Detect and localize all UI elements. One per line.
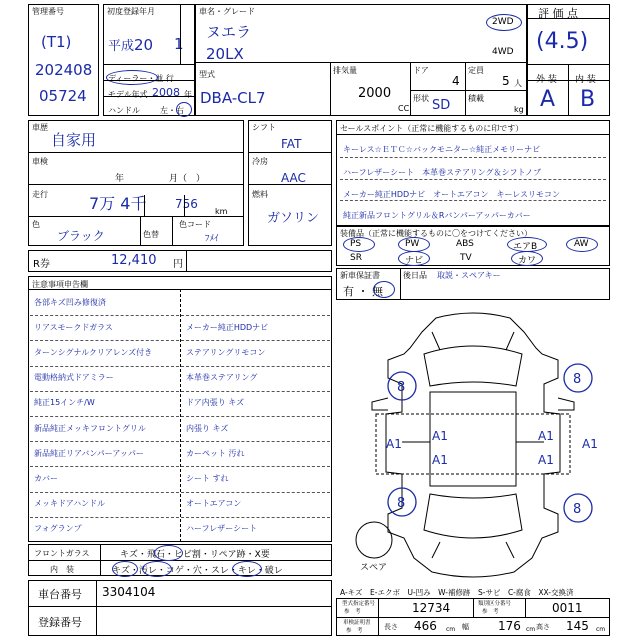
car-name-label: 車名・グレード	[199, 7, 255, 16]
points-dash2	[340, 179, 606, 180]
mirror-right	[558, 398, 574, 410]
len-value: 466	[414, 619, 437, 633]
bottom-vline2	[473, 598, 474, 617]
chassis-value: 3304104	[102, 585, 156, 599]
disp-label: 排気量	[333, 66, 357, 75]
reg-year-unit: 年	[184, 90, 192, 99]
drive-2wd-circle	[486, 14, 522, 31]
interior-scratch-circle	[112, 561, 138, 577]
mark-right-door-rear: A1	[538, 453, 554, 467]
kit-label: 後日品	[403, 271, 427, 280]
int-label: 内 装	[575, 75, 596, 85]
color-label: 色	[32, 220, 40, 229]
reg-model-year-label: モデル年式	[108, 90, 148, 99]
note-right-2: メーカー純正HDDナビ	[186, 322, 269, 332]
inspect-label: 車検	[32, 157, 48, 166]
damage-legend: A-キズ E-エクボ U-凹み W-補修跡 S-サビ C-腐食 XX-交換済	[340, 588, 574, 597]
color-code: ﾌﾒｲ	[205, 234, 219, 244]
note-right-9: オートエアコン	[186, 499, 242, 509]
reg-dealer: ディーラー・並 行	[108, 74, 174, 83]
score-label: 評 価 点	[538, 7, 578, 20]
note-right-1	[186, 290, 330, 314]
interior-rub-circle	[232, 561, 262, 577]
bottom-vline3	[525, 598, 526, 617]
car-type-label: 型式	[199, 70, 215, 79]
len-label: 長さ	[384, 623, 398, 631]
color-vline2	[172, 216, 173, 246]
mark-left-door-rear: A1	[432, 453, 448, 467]
equip-aw-circle	[566, 237, 598, 252]
ac-label: 冷房	[252, 157, 268, 166]
fuel-label: 燃料	[252, 190, 268, 199]
ext-value: A	[540, 87, 556, 112]
note-left-10: フォグランプ	[34, 524, 82, 534]
equip-tv: TV	[460, 253, 472, 263]
cap-value: 5	[502, 74, 510, 88]
chassis-label: 車台番号	[38, 588, 82, 601]
equip-navi: ナビ	[405, 256, 424, 266]
reg-model-year: 2008	[152, 86, 180, 99]
car-hline2	[410, 90, 527, 91]
hgt-value: 145	[566, 619, 589, 633]
shift-box	[248, 120, 332, 246]
ext-label: 外 装	[536, 75, 557, 85]
points-hline1	[336, 134, 610, 135]
mirror-left	[372, 398, 388, 410]
windshield-outline	[424, 346, 522, 386]
wid-value: 176	[498, 619, 521, 633]
equip-leather-circle	[511, 251, 543, 266]
point-item-4: 純正新品フロントグリル＆Rバンパーアッパーカバー	[343, 211, 531, 220]
note-left-2: リアスモークドガラス	[34, 322, 113, 332]
glass-label: フロントガラス	[34, 549, 90, 558]
equip-ps: PS	[350, 239, 362, 249]
reg-handle-label: ハンドル	[108, 106, 140, 115]
color-code-label: 色コード	[179, 220, 211, 229]
mark-rl: 8	[397, 496, 406, 511]
inspect-year: 年	[115, 174, 125, 184]
disp-value: 2000	[358, 86, 392, 101]
regno-label: 登録番号	[38, 616, 82, 629]
cap-label: 定員	[468, 66, 484, 75]
size-sub: 参 考	[346, 628, 363, 634]
note-left-1: 各部キズ凹み修復済	[34, 297, 106, 307]
size-label: 車検証明書	[343, 620, 371, 626]
wid-label: 幅	[462, 623, 469, 631]
note-right-6: 内張り キズ	[186, 423, 229, 433]
shape-value: SD	[432, 98, 451, 113]
reg-handle-value: 左・右	[160, 106, 184, 115]
car-type: DBA-CL7	[200, 89, 266, 107]
recycle-box	[28, 250, 332, 272]
hgt-unit: cm	[596, 626, 606, 633]
mileage-vline1	[144, 195, 145, 216]
note-left-5: 純正15インチ/W	[34, 398, 95, 408]
note-left-3: ターンシグナルクリアレンズ付き	[34, 347, 153, 357]
equip-sr: SR	[350, 253, 362, 263]
drive-4wd: 4WD	[492, 47, 514, 57]
kit-value: 取説・スペアキー	[437, 271, 501, 280]
points-dash3	[340, 200, 606, 201]
car-body-outline	[386, 313, 560, 577]
cert-label: 型式指定番号	[342, 601, 376, 607]
car-hline	[195, 62, 527, 63]
note-right-5: ドア内張り キズ	[186, 398, 245, 408]
spare-label: スペア	[360, 563, 388, 573]
notes-label: 注意事項申告欄	[32, 280, 88, 289]
int-value: B	[580, 87, 596, 112]
equip-pw-circle	[398, 237, 430, 252]
car-vline	[330, 62, 331, 116]
chassis-vline	[96, 580, 97, 636]
equip-aw: AW	[574, 239, 589, 249]
history-hline1	[28, 152, 244, 153]
manual-vline	[400, 268, 401, 300]
mgmt-box	[28, 4, 99, 116]
note-right-4: 本革巻ステアリング	[186, 373, 258, 383]
fuel-value: ガソリン	[267, 211, 320, 226]
class-label: 類別区分番号	[478, 601, 512, 607]
manual-value: 有 ・ 無	[343, 285, 383, 298]
mgmt-line2: 202408	[35, 61, 93, 79]
repaint-label: 色替	[143, 230, 159, 239]
glass-vline	[100, 544, 101, 576]
inspect-month: 月（ ）	[169, 174, 206, 184]
history-box	[28, 120, 244, 246]
handle-right-circle	[176, 102, 192, 117]
mark-fl: 8	[397, 380, 406, 395]
usage-value: 自家用	[51, 131, 97, 149]
mileage-label: 走行	[32, 190, 48, 199]
note-left-9: メッキドアハンドル	[34, 499, 106, 509]
history-hline2	[28, 184, 244, 185]
mgmt-label: 管理番号	[32, 7, 64, 16]
points-dash1	[340, 157, 606, 158]
points-label: セールスポイント（正常に機能するものに印です）	[340, 124, 524, 133]
car-grade: 20LX	[206, 45, 244, 63]
rear-window-outline	[424, 494, 522, 538]
car-vline3	[465, 62, 466, 116]
point-item-2: ハーフレザーシート 本革巻ステアリング＆シフトノブ	[343, 168, 541, 177]
dealer-circle	[106, 70, 158, 85]
note-left-8: カバー	[34, 473, 58, 483]
point-item-3: メーカー純正HDDナビ オートエアコン キーレスリモコン	[343, 190, 561, 199]
note-left-6: 新品純正メッキフロントグリル	[34, 423, 146, 433]
score-hline1	[527, 18, 610, 19]
load-label: 積載	[468, 94, 484, 103]
score-vline	[568, 64, 569, 116]
reg-era: 平成20	[108, 36, 154, 54]
equip-label: 装備品（正常に機能するものに〇をつけてください）	[340, 229, 532, 238]
equip-ps-circle	[343, 237, 375, 252]
glass-hline	[28, 560, 332, 561]
bottom-vline1	[378, 598, 379, 636]
ac-value: AAC	[281, 171, 306, 185]
mileage-value: 7万 4千	[89, 194, 147, 213]
cap-unit: 人	[514, 79, 522, 88]
note-right-10: ハーフレザーシート	[186, 524, 258, 534]
reg-hline3	[103, 96, 195, 97]
shift-hline1	[248, 152, 332, 153]
interior-label: 内 装	[50, 565, 74, 574]
mark-fr: 8	[573, 372, 582, 387]
hgt-label: 高さ	[536, 623, 550, 631]
sales-points-box	[336, 120, 610, 226]
hood-lines	[432, 332, 514, 350]
color-value: ブラック	[57, 229, 105, 243]
drive-2wd: 2WD	[492, 17, 514, 27]
note-right-7: カーペット 汚れ	[186, 448, 245, 458]
chassis-hline	[28, 606, 332, 607]
recycle-unit: 円	[173, 259, 183, 270]
mark-right-door-front: A1	[538, 429, 554, 443]
registration-box	[103, 4, 195, 116]
mgmt-line3: 05724	[39, 87, 87, 105]
shift-value: FAT	[281, 137, 302, 151]
recycle-value: 12,410	[111, 253, 157, 268]
cert-sub: 参 考	[344, 609, 361, 615]
interior-stain-circle	[142, 561, 172, 577]
equip-pw: PW	[405, 239, 420, 249]
manual-no-circle	[373, 281, 395, 298]
door-label: ドア	[413, 66, 429, 75]
mark-left-side: A1	[386, 437, 402, 451]
car-damage-diagram	[336, 302, 610, 588]
mark-right-side: A1	[582, 437, 598, 451]
mark-rr: 8	[573, 502, 582, 517]
shift-hline2	[248, 184, 332, 185]
glass-chip-circle	[154, 545, 183, 561]
class-sub: 参 考	[482, 609, 499, 615]
disp-unit: CC	[398, 104, 410, 113]
trunk-lines	[432, 542, 514, 558]
note-right-8: シート すれ	[186, 473, 229, 483]
point-item-1: キーレス☆ＥＴＣ☆バックモニター☆純正メモリーナビ	[343, 145, 541, 154]
mileage-vline2	[184, 195, 185, 216]
score-value: (4.5)	[536, 29, 589, 54]
recycle-label: R券	[33, 259, 50, 270]
reg-divider	[180, 4, 181, 64]
mark-left-door-front: A1	[432, 429, 448, 443]
usage-label: 車歴	[32, 123, 48, 132]
note-left-7: 新品純正リアバンパーアッパー	[34, 448, 144, 458]
door-value: 4	[452, 74, 460, 88]
spare-circle	[356, 522, 392, 558]
load-unit: kg	[514, 105, 524, 114]
reg-month: 1	[174, 35, 184, 53]
car-name: ヌエラ	[206, 23, 252, 41]
recycle-vline	[186, 250, 187, 272]
reg-hline	[103, 64, 195, 65]
len-unit: cm	[446, 626, 456, 633]
color-vline1	[140, 216, 141, 246]
equip-navi-circle	[398, 251, 430, 266]
mgmt-line1: (T1)	[41, 33, 72, 51]
equip-airbag-circle	[507, 237, 547, 252]
shift-label: シフト	[252, 123, 276, 132]
car-vline2	[410, 62, 411, 116]
shape-label: 形状	[413, 94, 429, 103]
manual-label: 新車保証書	[340, 271, 380, 280]
glass-value: キズ・飛石・ヒビ割・リペア跡・X要	[120, 550, 270, 560]
reg-hline2	[103, 80, 195, 81]
wid-unit: cm	[526, 626, 536, 633]
mileage-unit: km	[215, 207, 228, 216]
note-left-4: 電動格納式ドアミラー	[34, 373, 114, 383]
interior-value: キズ・汚レ・コゲ・穴・スレ・キレ・破レ	[112, 566, 283, 576]
note-right-3: ステアリングリモコン	[186, 347, 266, 357]
history-hline3	[28, 216, 244, 217]
mileage-sub: 756	[175, 197, 198, 211]
equip-leather: カワ	[518, 256, 537, 266]
class-value: 0011	[552, 601, 583, 615]
cert-value: 12734	[412, 601, 451, 615]
equip-airbag: エアB	[513, 242, 538, 252]
reg-label: 初度登録年月	[107, 7, 155, 16]
equip-abs: ABS	[456, 239, 474, 249]
